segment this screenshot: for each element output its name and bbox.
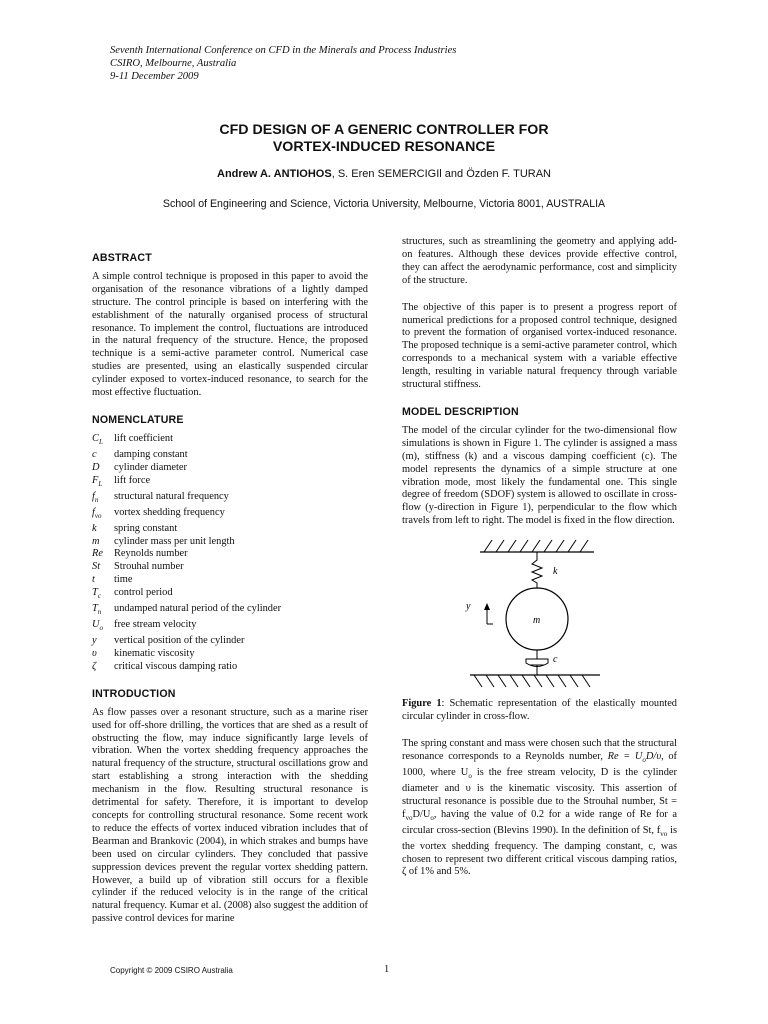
nomenclature-symbol: $F_L$	[92, 474, 103, 488]
nomenclature-symbol: $f_n$	[92, 490, 99, 504]
nomenclature-definition: damping constant	[114, 448, 188, 460]
author-list	[0, 168, 768, 180]
nomenclature-item	[92, 507, 368, 523]
affiliation: School of Engineering and Science, Victoria University, Melbourne, Victoria 8001, AUSTRALIA	[162, 198, 606, 210]
paper-title	[0, 122, 768, 156]
nomenclature-symbol: t	[92, 574, 95, 586]
nomenclature-symbol: y	[92, 635, 97, 647]
introduction-text: As flow passes over a resonant structure, such as a marine riser used for off-shore drilling, the vortices that are shed as a result of obstructing the flow, may induce significantly large levels of vibration. When the vortex shedding frequency approaches the natural frequency of the structure, structural oscillations grow and start establishing a strong interaction with the shedding mechanism in the flow. Resulting structural resonance is detrimental for safety. Therefore, it is important to develop concepts for controlling structural resonance. Some recent work to reduce the effects of vortex induced vibration includes that of Bearman and Brankovic (2004), in which strakes and bumps have been used on circular cylinders. They concluded that passive suppression devices prevent the regular vortex shedding pattern. However, a build up of vibration still occurs for a flexible cylinder if the reduced velocity is in the range of the critical natural frequency. Kumar et al. (2008) also suggest the addition of passive control devices for marine	[92, 706, 368, 925]
nomenclature-item	[92, 574, 368, 587]
author-separator-2: and	[441, 168, 467, 180]
nomenclature-item	[92, 619, 368, 635]
introduction-continued: structures, such as streamlining the geometry and applying add-on features. Although these devices provide effective control, they can affect the aerodynamic performance, cost and simplicity of the structure.	[402, 236, 677, 286]
conference-header	[110, 44, 456, 83]
nomenclature-item	[92, 433, 368, 449]
nomenclature-definition: kinematic viscosity	[114, 648, 195, 660]
model-description-text: The model of the circular cylinder for the two-dimensional flow simulations is shown in Figure 1. The cylinder is assigned a mass (m), stiffness (k) and a viscous damping coefficient (c). The model represents the dynamics of a simple structure at one vibration mode, most likely the fundamental one. This single degree of freedom (SDOF) system is allowed to oscillate in cross-flow (y-direction in Figure 1), perpendicular to the flow which travels from left to right. The model is fixed in the flow direction.	[402, 424, 677, 527]
nomenclature-item	[92, 462, 368, 475]
copyright-footer: Copyright © 2009 CSIRO Australia	[110, 966, 233, 975]
nomenclature-heading: NOMENCLATURE	[92, 413, 184, 426]
caption-label: Figure 1	[402, 698, 442, 710]
nomenclature-definition: cylinder mass per unit length	[114, 535, 235, 547]
author-2: S. Eren SEMERCIGIl	[337, 168, 442, 180]
nomenclature-definition: structural natural frequency	[114, 490, 229, 502]
left-column	[92, 252, 368, 926]
nomenclature-symbol: $U_o$	[92, 619, 104, 633]
right-column	[402, 236, 677, 879]
nomenclature-definition: Reynolds number	[114, 548, 188, 560]
label-y: y	[466, 601, 471, 613]
nomenclature-symbol: υ	[92, 648, 97, 660]
nomenclature-item	[92, 536, 368, 549]
nomenclature-definition: free stream velocity	[114, 619, 197, 631]
nomenclature-symbol: ζ	[92, 660, 97, 672]
sub-o-1: o	[642, 755, 646, 764]
nomenclature-symbol: D	[92, 461, 100, 473]
nomenclature-item	[92, 587, 368, 603]
spring-text-1: The spring constant and mass were chosen such that the structural resonance corresponds to a Reynolds number,	[402, 737, 677, 762]
sub-vo-2: vo	[660, 829, 668, 838]
nomenclature-definition: Strouhal number	[114, 561, 184, 573]
nomenclature-symbol: c	[92, 448, 97, 460]
spring-text-3: is the free stream velocity, D is the cylinder diameter and υ is the kinematic viscosity. This assertion of structural resonance is possible due to the Strouhal number, St = f	[402, 766, 677, 820]
sub-o-2: o	[468, 771, 472, 780]
label-c: c	[553, 654, 558, 666]
nomenclature-symbol: St	[92, 561, 101, 573]
title-line-2: VORTEX-INDUCED RESONANCE	[272, 139, 496, 155]
eq-re-b: D/υ	[645, 750, 662, 762]
nomenclature-definition: cylinder diameter	[114, 461, 187, 473]
label-k: k	[553, 566, 558, 578]
mass-spring-damper-diagram	[402, 534, 677, 694]
caption-text: : Schematic representation of the elastically mounted circular cylinder in cross-flow.	[402, 698, 677, 723]
figure-1	[402, 534, 677, 694]
nomenclature-item	[92, 475, 368, 491]
abstract-text: A simple control technique is proposed in this paper to avoid the organisation of the resonance vibrations of a lightly damped structure. The control principle is based on interfering with the establishment of the naturally organised process of structural resonance. To implement the control, fluctuations are introduced in the natural frequency of the structure. Hence, the proposed technique is a semi-active parameter control. Numerical case studies are presented, using an elastically suspended circular cylinder exposed to vortex-induced resonance, to search for the most effective fluctuation.	[92, 270, 368, 399]
nomenclature-item	[92, 548, 368, 561]
author-separator-1: ,	[331, 168, 338, 180]
nomenclature-item	[92, 491, 368, 507]
spring-text-6: is the vortex shedding frequency. The damping constant, c, was chosen to represent two different critical viscous damping ratios, ζ of 1% and 5%.	[402, 824, 678, 878]
nomenclature-definition: lift force	[114, 474, 151, 486]
label-m: m	[533, 615, 541, 627]
nomenclature-item	[92, 449, 368, 462]
nomenclature-symbol: $f_{vo}$	[92, 506, 102, 520]
sub-vo-1: vo	[405, 813, 413, 822]
spring-text-2: , of 1000, where U	[402, 750, 678, 778]
conference-name: Seventh International Conference on CFD in the Minerals and Process Industries	[110, 45, 457, 56]
nomenclature-item	[92, 523, 368, 536]
nomenclature-definition: control period	[114, 587, 173, 599]
nomenclature-definition: lift coefficient	[114, 432, 173, 444]
nomenclature-definition: vortex shedding frequency	[114, 506, 225, 518]
spring-text-5: , having the value of 0.2 for a wide range of Re for a circular cross-section (Blevins 1990). In the definition of St, f	[402, 808, 677, 836]
nomenclature-item	[92, 648, 368, 661]
nomenclature-definition: spring constant	[114, 522, 178, 534]
abstract-heading: ABSTRACT	[92, 252, 152, 264]
nomenclature-definition: vertical position of the cylinder	[114, 635, 245, 647]
spring	[532, 552, 542, 588]
spring-text-4: D/U	[412, 808, 431, 820]
author-1: Andrew A. ANTIOHOS	[217, 168, 332, 180]
nomenclature-item	[92, 603, 368, 619]
nomenclature-symbol: Re	[92, 548, 103, 560]
nomenclature-definition: critical viscous damping ratio	[114, 660, 238, 672]
nomenclature-item	[92, 661, 368, 674]
nomenclature-item	[92, 561, 368, 574]
author-3: Özden F. TURAN	[466, 168, 551, 180]
nomenclature-definition: undamped natural period of the cylinder	[114, 603, 282, 615]
conference-dates: 9-11 December 2009	[110, 71, 199, 82]
nomenclature-item	[92, 635, 368, 648]
sub-o-3: o	[430, 813, 434, 822]
nomenclature-symbol: $T_n$	[92, 603, 102, 617]
nomenclature-symbol: $C_L$	[92, 432, 103, 446]
eq-re: $Re = U_oD/\upsilon$	[607, 750, 662, 764]
nomenclature-list	[92, 433, 368, 674]
page-number: 1	[384, 964, 390, 975]
title-line-1: CFD DESIGN OF A GENERIC CONTROLLER FOR	[219, 122, 549, 138]
nomenclature-symbol: m	[92, 535, 100, 547]
spring-paragraph	[402, 738, 677, 879]
nomenclature-definition: time	[114, 574, 133, 586]
conference-location: CSIRO, Melbourne, Australia	[110, 58, 237, 69]
figure-caption	[402, 698, 677, 724]
objective-paragraph: The objective of this paper is to present a progress report of numerical predictions for a proposed control technique, designed to prevent the formation of organised vortex-induced resonance. The proposed technique is a semi-active parameter control, which corresponds to a mechanical system with a variable effective length, resulting in variable natural frequency through variable structural stiffness.	[402, 301, 677, 391]
introduction-heading: INTRODUCTION	[92, 687, 176, 700]
nomenclature-symbol: k	[92, 522, 97, 534]
nomenclature-symbol: $T_c$	[92, 587, 101, 601]
model-description-heading: MODEL DESCRIPTION	[402, 405, 519, 418]
